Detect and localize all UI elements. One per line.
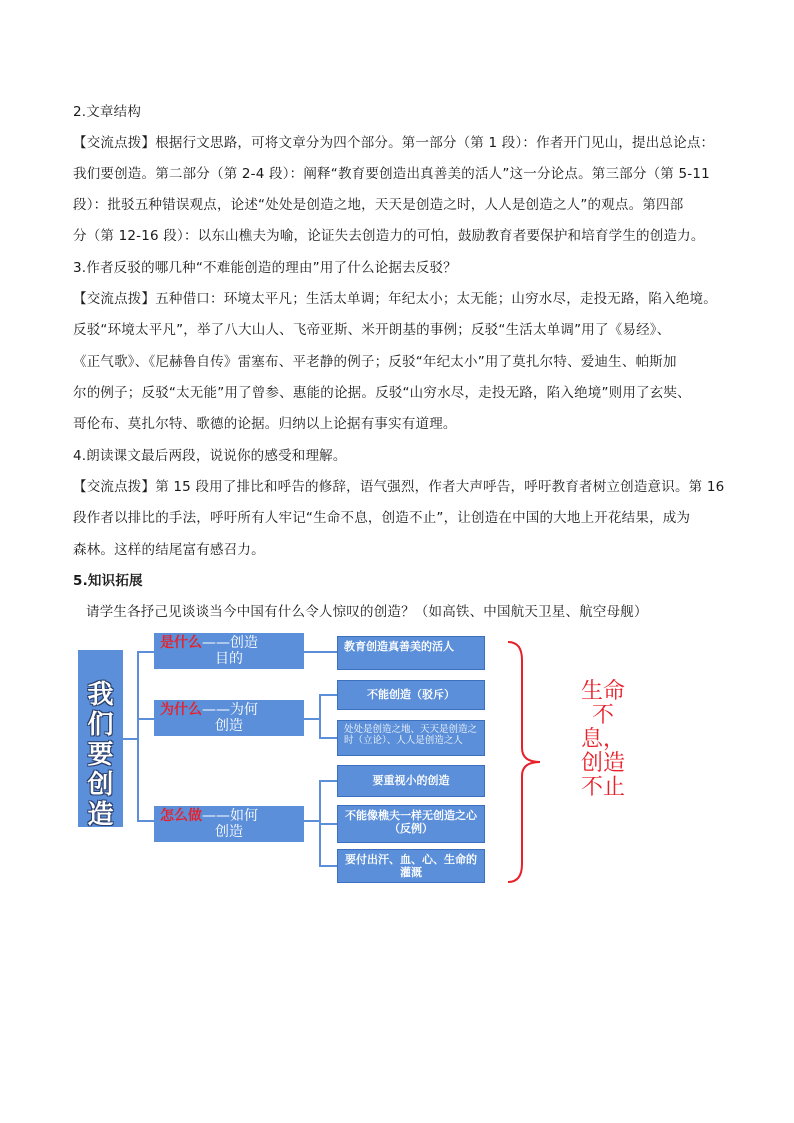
connector-line bbox=[137, 718, 154, 720]
connector-line bbox=[123, 738, 138, 740]
connector-line bbox=[137, 651, 139, 821]
right-brace bbox=[500, 640, 550, 885]
leaf-purpose: 教育创造真善美的活人 bbox=[337, 636, 485, 670]
paragraph-line: 请学生各抒己见谈谈当今中国有什么令人惊叹的创造？（如高铁、中国航天卫星、航空母舰） bbox=[86, 604, 648, 620]
question-heading: 4.朗读课文最后两段，说说你的感受和理解。 bbox=[73, 448, 347, 464]
branch-how-dash: ——如何 bbox=[202, 808, 258, 824]
branch-what-sub: 目的 bbox=[215, 651, 243, 667]
leaf-devotion: 要付出汗、血、心、生命的灌溉 bbox=[337, 849, 485, 883]
section-heading-extension: 5.知识拓展 bbox=[73, 573, 143, 589]
section-heading-structure: 2.文章结构 bbox=[73, 104, 142, 120]
paragraph-line: 尔的例子；反驳“太无能”用了曾参、惠能的论据。反驳“山穷水尽，走投无路，陷入绝境”则用了玄奘、 bbox=[73, 385, 691, 401]
branch-how bbox=[154, 806, 304, 842]
paragraph-line: 【交流点拨】五种借口：环境太平凡；生活太单调；年纪太小；太无能；山穷水尽，走投无路，陷入绝境。 bbox=[73, 291, 717, 307]
paragraph-line: 【交流点拨】根据行文思路，可将文章分为四个部分。第一部分（第 1 段）：作者开门见山，提出总论点： bbox=[73, 135, 715, 151]
paragraph-line: 森林。这样的结尾富有感召力。 bbox=[73, 542, 265, 558]
paragraph-line: 反驳“环境太平凡”，举了八大山人、飞帝亚斯、米开朗基的事例；反驳“生活太单调”用了《易经》、 bbox=[73, 322, 671, 338]
connector-line bbox=[319, 694, 337, 696]
branch-what bbox=[154, 633, 304, 669]
paragraph-line: 分（第 12-16 段）：以东山樵夫为喻，论证失去创造力的可怕，鼓励教育者要保护和培育学生的创造力。 bbox=[73, 228, 705, 244]
connector-line bbox=[304, 718, 320, 720]
brace-path bbox=[508, 642, 540, 882]
paragraph-line: 《正气歌》、《尼赫鲁自传》雷塞布、平老静的例子；反驳“年纪太小”用了莫扎尔特、爱迪生、帕斯加 bbox=[73, 354, 677, 370]
connector-line bbox=[319, 823, 337, 825]
question-heading: 3.作者反驳的哪几种“不难能创造的理由”用了什么论据去反驳？ bbox=[73, 260, 457, 276]
connector-line bbox=[304, 820, 320, 822]
connector-line bbox=[137, 651, 154, 653]
leaf-small-creation: 要重视小的创造 bbox=[337, 765, 485, 797]
branch-why-keyword: 为什么 bbox=[160, 702, 202, 718]
connector-line bbox=[319, 694, 321, 738]
connector-line bbox=[137, 820, 154, 822]
mind-map-root: 我们要创造 bbox=[78, 650, 123, 827]
branch-how-sub: 创造 bbox=[215, 824, 243, 840]
branch-why-sub: 创造 bbox=[215, 718, 243, 734]
connector-line bbox=[319, 865, 337, 867]
paragraph-line: 【交流点拨】第 15 段用了排比和呼告的修辞，语气强烈，作者大声呼告，呼吁教育者树立创造意识。第 16 bbox=[73, 479, 725, 495]
connector-line bbox=[304, 651, 337, 653]
connector-line bbox=[319, 737, 337, 739]
connector-line bbox=[319, 780, 337, 782]
leaf-refute: 不能创造（驳斥） bbox=[337, 680, 485, 710]
paragraph-line: 段作者以排比的手法，呼吁所有人牢记“生命不息，创造不止”，让创造在中国的大地上开花结果，成为 bbox=[73, 510, 691, 526]
branch-what-keyword: 是什么 bbox=[160, 635, 202, 651]
paragraph-line: 段）：批驳五种错误观点，论述“处处是创造之地，天天是创造之时，人人是创造之人”的观点。第四部 bbox=[73, 197, 684, 213]
branch-why-dash: ——为何 bbox=[202, 702, 258, 718]
leaf-counterexample: 不能像樵夫一样无创造之心（反例） bbox=[337, 805, 485, 843]
branch-how-keyword: 怎么做 bbox=[160, 808, 202, 824]
paragraph-line: 哥伦布、莫扎尔特、歌德的论据。归纳以上论据有事实有道理。 bbox=[73, 416, 457, 432]
branch-why bbox=[154, 700, 304, 736]
motto-text: 生命不息，创造不止 bbox=[580, 679, 625, 800]
paragraph-line: 我们要创造。第二部分（第 2-4 段）：阐释“教育要创造出真善美的活人”这一分论点。第三部分（第 5-11 bbox=[73, 166, 710, 182]
leaf-argument: 处处是创造之地、天天是创造之时（立论）、人人是创造之人 bbox=[337, 720, 485, 756]
branch-what-dash: ——创造 bbox=[202, 635, 258, 651]
